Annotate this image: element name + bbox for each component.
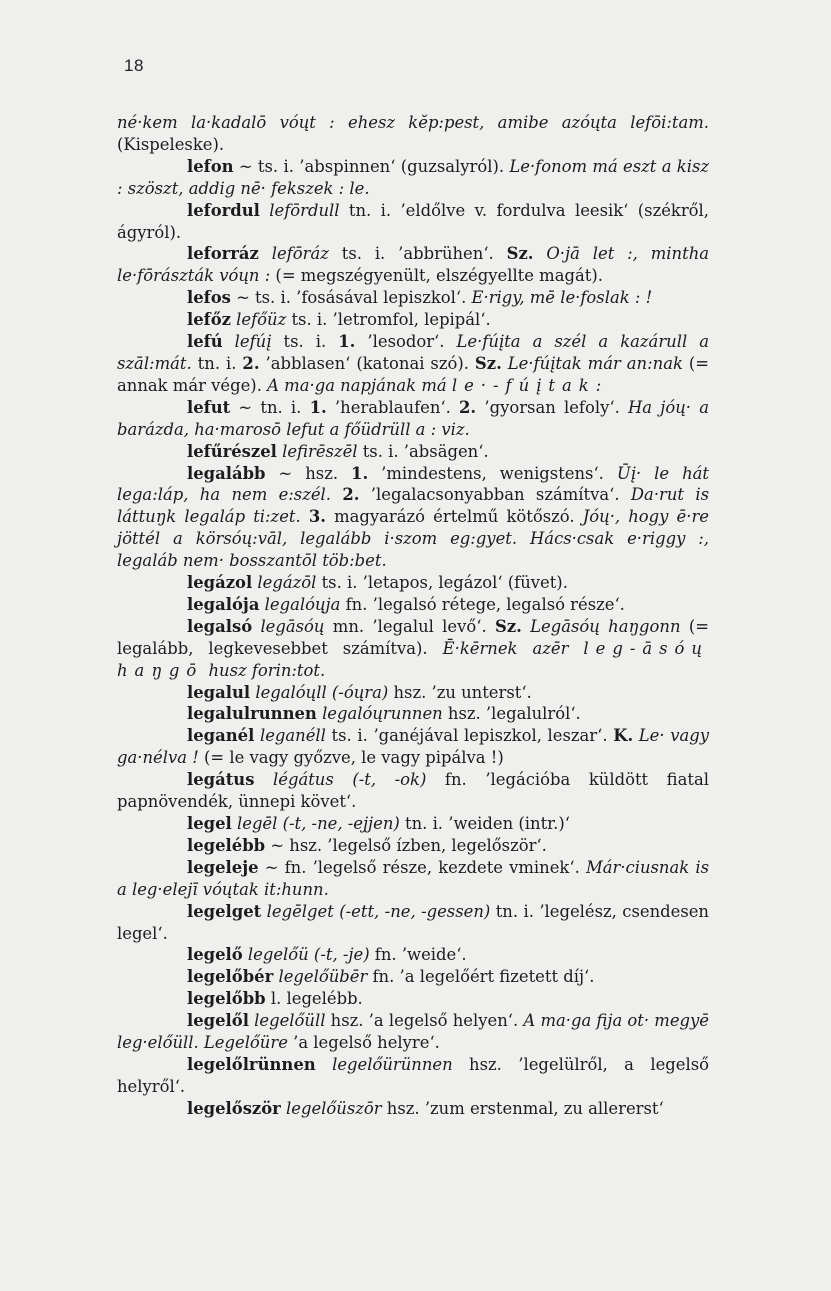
- entry-headword: legalul: [187, 682, 251, 702]
- entry-text: [522, 617, 530, 636]
- entry-headword: legázol: [187, 573, 253, 593]
- entry-headword: lefú: [187, 332, 223, 352]
- entry-headword: lefőz: [187, 310, 231, 330]
- entry-italic-text: legēlget (-ett, -ne, -gessen): [266, 901, 491, 921]
- entry-text: tn. i. ’eldőlve v. fordulva leesik‘ (székről, ágyról).: [117, 200, 709, 242]
- entry-text: ’a legelső helyre‘.: [287, 1033, 440, 1053]
- entry-italic-text: Ē·kērnek azēr: [442, 638, 584, 658]
- entry-headword: legelőlrünnen: [187, 1054, 316, 1074]
- dictionary-entry: [117, 200, 709, 244]
- entry-text: (Kispeleske).: [117, 134, 225, 154]
- entry-headword: 3.: [308, 507, 326, 527]
- entry-text: l. legelébb.: [265, 989, 363, 1009]
- dictionary-entry: [117, 944, 709, 966]
- dictionary-entry: [117, 397, 709, 441]
- entry-italic-text: A ma·ga napjának má: [267, 375, 452, 395]
- entry-italic-text: Jóų·, hogy ē·re jöttél a körsóų:vāl, legalább i·szom eg:gyet. Hács·csak e·riggy :, legaláb nem· bosszantōl töb:bet.: [117, 507, 710, 571]
- entry-italic-text: legázōl: [257, 573, 317, 593]
- entry-italic-text: Már·ciusnak is a leg·elejī vóųtak it:hunn.: [117, 857, 709, 899]
- dictionary-entry: [117, 441, 709, 463]
- entry-text: ts. i. ’absägen‘.: [357, 441, 489, 461]
- entry-text: fn. ’a legelőért fizetett díj‘.: [367, 967, 595, 987]
- entry-italic-text: Le· vagy ga·nélva !: [117, 726, 710, 768]
- entry-italic-text: A ma·ga fija ot· megyē leg·előüll. Legelőüre: [117, 1011, 710, 1053]
- entry-text: (= le vagy győzve, le vagy pipálva !): [198, 748, 504, 768]
- entry-text: hsz. ’legalulról‘.: [442, 704, 581, 724]
- dictionary-entry: [117, 594, 709, 616]
- entry-headword: K.: [613, 726, 634, 746]
- entry-text: [533, 244, 546, 263]
- entry-italic-text: lefúį: [234, 332, 272, 352]
- entry-text: ts. i.: [271, 332, 339, 352]
- entry-headword: legalább: [187, 463, 266, 483]
- dictionary-entry: [117, 682, 709, 704]
- entry-italic-text: legalóųrunnen: [322, 704, 443, 724]
- entry-text: [301, 507, 309, 526]
- entry-text: ’legalacsonyabban számítva‘.: [359, 485, 631, 505]
- entry-headword: legalulrunnen: [187, 704, 317, 724]
- entry-italic-text: legēl (-t, -ne, -ejjen): [237, 814, 400, 833]
- entry-italic-text: né·kem la·kadalō vóųt : ehesz kĕp:pest, amibe azóųta lefōi:tam.: [117, 113, 709, 132]
- entry-headword: legelő: [187, 945, 243, 965]
- entry-headword: lefos: [187, 288, 231, 308]
- entry-text: (= annak már vége).: [117, 353, 710, 395]
- entry-italic-text: lefirēszēl: [282, 441, 358, 461]
- entry-italic-text: legelőürünnen: [332, 1054, 453, 1074]
- entry-text: tn. i.: [191, 353, 243, 373]
- entry-text: (= legalább, legkevesebbet számítva).: [117, 616, 709, 658]
- dictionary-entry: [117, 1098, 709, 1120]
- entry-italic-text: legāsóų: [260, 616, 325, 636]
- entry-italic-text: lefőüz: [236, 310, 287, 330]
- entry-headword: Sz.: [495, 616, 522, 636]
- entry-headword: leganél: [187, 726, 255, 746]
- entry-headword: legelébb: [187, 835, 266, 855]
- entry-text: hsz. ’zu unterst‘.: [388, 682, 532, 702]
- entry-headword: leforráz: [187, 244, 259, 264]
- entry-text: [223, 332, 235, 351]
- entry-italic-text: Ūį· le hát lega:láp, ha nem e:szél.: [117, 463, 710, 505]
- entry-italic-text: husz forin:tot.: [208, 660, 326, 680]
- entry-italic-text: leganéll: [259, 726, 326, 746]
- entry-text: magyarázó értelmű kötőszó.: [325, 507, 583, 527]
- entry-text: tn. i. ’weiden (intr.)‘: [399, 814, 571, 833]
- entry-italic-text: le·-fúįtak:: [451, 375, 609, 395]
- entry-headword: 2.: [459, 397, 477, 417]
- entry-headword: legalója: [187, 594, 260, 614]
- entry-headword: legalsó: [187, 616, 253, 636]
- entry-italic-text: E·rigy, mē le·foslak : !: [471, 288, 653, 308]
- dictionary-entry: [117, 287, 709, 309]
- entry-italic-text: leg-āsóų haŋgō: [117, 638, 709, 680]
- entry-text: [316, 1055, 332, 1074]
- dictionary-entry: [117, 616, 709, 682]
- entry-text: ’mindestens, wenigstens‘.: [368, 463, 617, 483]
- entry-italic-text: legalóųja: [264, 594, 341, 614]
- entry-italic-text: legelőüll: [254, 1011, 326, 1031]
- dictionary-entry: [117, 463, 709, 573]
- dictionary-entry: [117, 988, 709, 1010]
- entry-text: ~ hsz.: [265, 463, 352, 483]
- entry-text: ’abblasen‘ (katonai szó).: [259, 353, 475, 373]
- entry-text: ts. i. ’letapos, legázol‘ (füvet).: [316, 573, 568, 593]
- entry-text: ’lesodor‘.: [355, 332, 457, 352]
- entry-headword: legeleje: [187, 857, 259, 877]
- dictionary-entry: [117, 243, 709, 287]
- entry-text: [259, 244, 272, 263]
- entry-italic-text: O·jā let :, mintha le·fōrászták vóųn :: [117, 244, 710, 286]
- dictionary-entry: [117, 156, 709, 200]
- entry-text: fn. ’legalsó rétege, legalsó része‘.: [340, 594, 625, 614]
- dictionary-entry: [117, 331, 709, 397]
- entry-text: ~ hsz. ’legelső ízben, legelőször‘.: [265, 835, 547, 855]
- entry-italic-text: Legāsóų haŋgonn: [530, 616, 681, 636]
- entry-text: tn. i. ’legelész, csendesen legel‘.: [117, 901, 709, 943]
- entry-text: fn. ’legációba küldött fiatal papnövendék, ünnepi követ‘.: [117, 770, 709, 812]
- entry-italic-text: Ha jóų· a barázda, ha·marosō lefut a főüdrüll a : viz.: [117, 397, 709, 439]
- entry-headword: legelől: [187, 1011, 249, 1031]
- entry-headword: legátus: [187, 770, 255, 790]
- entry-headword: 1.: [309, 397, 327, 417]
- dictionary-entry: [117, 112, 709, 156]
- entry-text: ~ tn. i.: [230, 397, 310, 417]
- entry-text: [331, 485, 342, 504]
- dictionary-entry: [117, 769, 709, 813]
- entry-text: ~ ts. i. ’fosásával lepiszkol‘.: [230, 288, 472, 308]
- dictionary-entry: [117, 572, 709, 594]
- entry-headword: legelget: [187, 901, 262, 921]
- entry-text: ~ fn. ’legelső része, kezdete vminek‘.: [258, 857, 586, 877]
- entry-text: ts. i. ’ganéjával lepiszkol, leszar‘.: [325, 726, 614, 746]
- entry-headword: legelőbb: [187, 989, 266, 1009]
- entry-text: fn. ’weide‘.: [369, 945, 467, 965]
- entry-text: ts. i. ’letromfol, lepipál‘.: [286, 310, 491, 330]
- entry-italic-text: Le·fúįta a szél a kazárull a szāl:mát.: [117, 332, 710, 373]
- entry-text: hsz. ’zum erstenmal, zu allererst‘: [381, 1098, 664, 1118]
- entry-headword: 2.: [242, 353, 260, 373]
- entry-headword: lefut: [187, 397, 231, 417]
- entry-italic-text: legalóųll (-óųra): [255, 682, 389, 702]
- entry-text: [260, 201, 269, 220]
- entry-italic-text: légátus (-t, -ok): [273, 770, 427, 790]
- entry-italic-text: Da·rut is láttuŋk legaláp ti:zet.: [117, 485, 709, 527]
- page-number: 18: [124, 56, 144, 75]
- entry-headword: lefordul: [187, 200, 260, 220]
- dictionary-entry: [117, 1010, 709, 1054]
- entry-headword: legelőször: [187, 1098, 281, 1118]
- entry-text: ts. i. ’abbrühen‘.: [328, 244, 507, 264]
- entry-text: mn. ’legalul levő‘.: [324, 616, 495, 636]
- entry-italic-text: Le·fúįtak már an:nak: [507, 353, 683, 373]
- entry-headword: 1.: [351, 463, 369, 483]
- dictionary-entries: [117, 112, 709, 1120]
- entry-headword: Sz.: [506, 244, 534, 264]
- entry-text: ’herablaufen‘.: [326, 397, 460, 417]
- entry-italic-text: lefōrdull: [269, 200, 340, 220]
- entry-italic-text: lefōráz: [271, 244, 329, 264]
- dictionary-entry: [117, 309, 709, 331]
- dictionary-entry: [117, 703, 709, 725]
- entry-italic-text: legelőüszōr: [286, 1098, 382, 1118]
- entry-text: hsz. ’legelülről, a legelső helyről‘.: [117, 1054, 709, 1096]
- entry-headword: legelőbér: [187, 967, 274, 987]
- entry-headword: lefűrészel: [187, 441, 277, 461]
- dictionary-entry: [117, 813, 709, 835]
- entry-text: ~ ts. i. ’abspinnen‘ (guzsalyról).: [233, 156, 510, 176]
- entry-text: hsz. ’a legelső helyen‘.: [325, 1011, 524, 1031]
- entry-text: [254, 770, 273, 789]
- entry-headword: lefon: [187, 156, 234, 176]
- dictionary-entry: [117, 725, 709, 769]
- entry-text: ’gyorsan lefoly‘.: [476, 397, 628, 417]
- entry-italic-text: legelőü (-t, -je): [247, 945, 370, 965]
- entry-headword: Sz.: [474, 353, 502, 373]
- dictionary-entry: [117, 966, 709, 988]
- dictionary-entry: [117, 857, 709, 901]
- dictionary-entry: [117, 835, 709, 857]
- entry-headword: legel: [187, 814, 232, 833]
- entry-text: (= megszégyenült, elszégyellte magát).: [270, 266, 603, 286]
- entry-italic-text: Le·fonom má eszt a kisz : szöszt, addig nē· fekszek : le.: [117, 156, 709, 198]
- dictionary-entry: [117, 901, 709, 945]
- entry-italic-text: legelőübēr: [278, 967, 368, 987]
- entry-headword: 2.: [342, 485, 360, 505]
- dictionary-entry: [117, 1054, 709, 1098]
- entry-headword: 1.: [338, 332, 356, 352]
